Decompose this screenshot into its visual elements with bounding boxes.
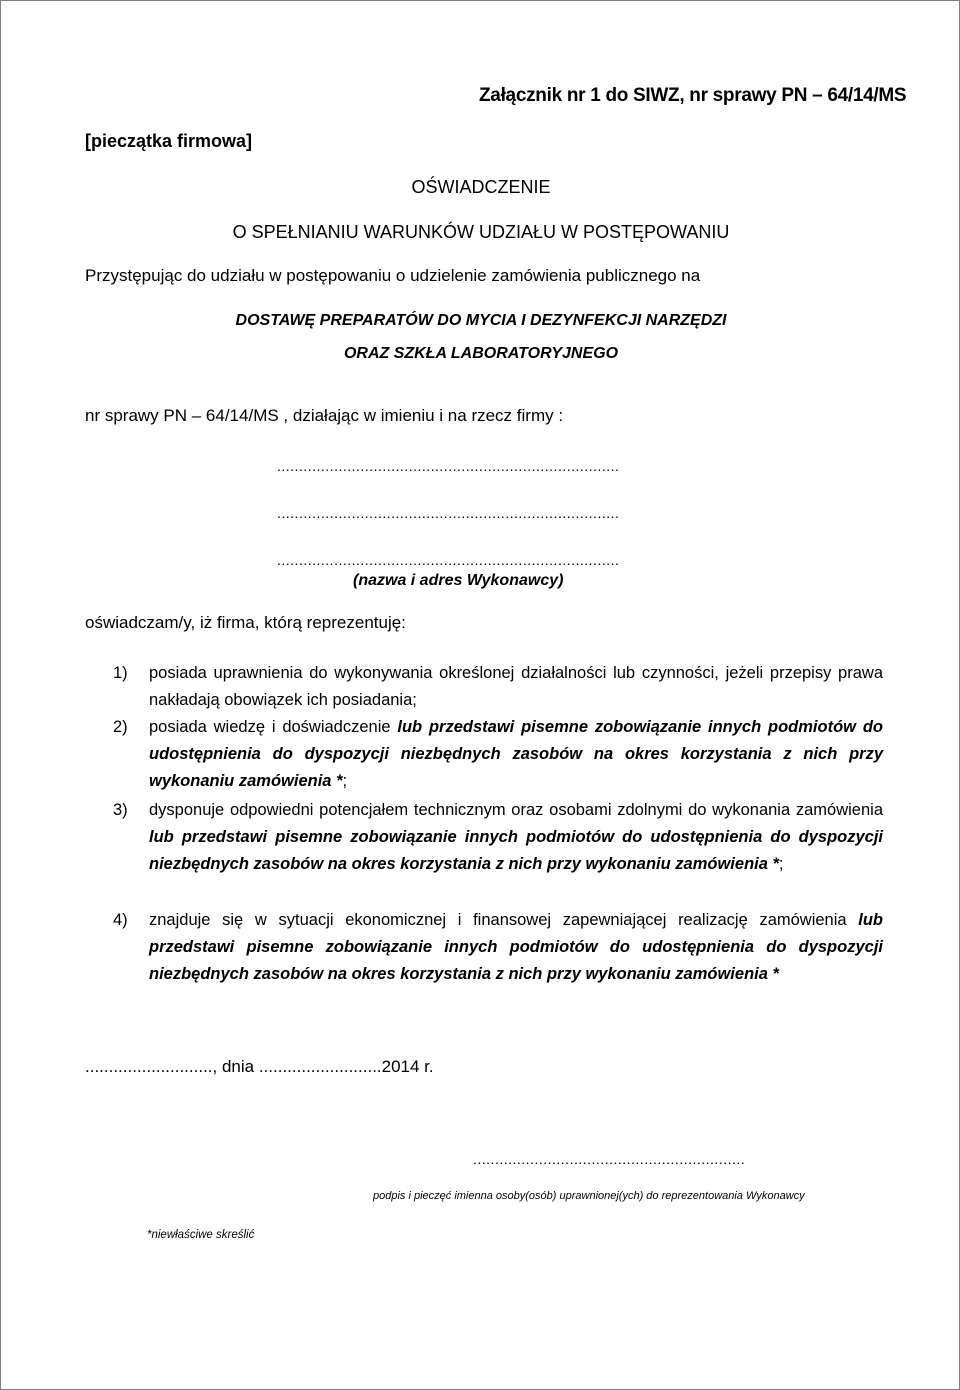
item-text: znajduje się w sytuacji ekonomicznej i finansowej zapewniającej realizację zamówienia	[149, 911, 859, 929]
item-number: 1)	[113, 664, 128, 682]
contractor-fill-line[interactable]: ..............................................................................	[277, 458, 620, 474]
annex-header: Załącznik nr 1 do SIWZ, nr sprawy PN – 64/14/MS	[479, 85, 907, 106]
document-subtitle: O SPEŁNIANIU WARUNKÓW UDZIAŁU W POSTĘPOWANIU	[232, 222, 730, 242]
item-text: posiada wiedzę i doświadczenie	[149, 718, 398, 736]
item-number: 3)	[113, 801, 128, 819]
document-title: OŚWIADCZENIE	[411, 177, 551, 197]
condition-item	[113, 714, 883, 795]
item-text: dysponuje odpowiedni potencjałem technicznym oraz osobami zdolnymi do wykonania zamówienia	[149, 801, 883, 819]
contractor-fill-line[interactable]: ..............................................................................	[277, 505, 620, 521]
item-bold-text: lub przedstawi pisemne zobowiązanie innych podmiotów do udostępnienia do dyspozycji niezbędnych zasobów na okres korzystania z nich przy wykonaniu zamówienia *	[149, 718, 883, 790]
condition-item	[113, 907, 883, 988]
condition-item	[113, 797, 883, 878]
signature-caption: podpis i pieczęć imienna osoby(osób) uprawnionej(ych) do reprezentowania Wykonawcy	[373, 1190, 805, 1202]
item-bold-text: lub przedstawi pisemne zobowiązanie innych podmiotów do udostępnienia do dyspozycji niezbędnych zasobów na okres korzystania z nich przy wykonaniu zamówienia *	[149, 828, 883, 873]
footnote: *niewłaściwe skreślić	[147, 1229, 255, 1241]
subject-line-2: ORAZ SZKŁA LABORATORYJNEGO	[343, 345, 619, 362]
place-date-line[interactable]: ..........................., dnia ..........................2014 r.	[85, 1057, 434, 1076]
item-number: 2)	[113, 718, 128, 736]
item-number: 4)	[113, 911, 128, 929]
item-bold-text: lub przedstawi pisemne zobowiązanie innych podmiotów do udostępnienia do dyspozycji niezbędnych zasobów na okres korzystania z nich przy wykonaniu zamówienia *	[149, 911, 883, 983]
item-tail: ;	[778, 855, 784, 873]
subject-line-1: DOSTAWĘ PREPARATÓW DO MYCIA I DEZYNFEKCJI NARZĘDZI	[235, 312, 727, 329]
company-stamp-placeholder: [pieczątka firmowa]	[85, 131, 253, 151]
contractor-fill-line[interactable]: ..............................................................................	[277, 552, 620, 568]
intro-text: Przystępując do udziału w postępowaniu o udzielenie zamówienia publicznego na	[85, 266, 701, 285]
signature-line[interactable]: ..............................................................	[473, 1151, 746, 1167]
declaration-text: oświadczam/y, iż firma, którą reprezentuję:	[85, 613, 406, 632]
item-tail: ;	[342, 772, 348, 790]
item-text: posiada uprawnienia do wykonywania określonej działalności lub czynności, jeżeli przepisy prawa nakładają obowiązek ich posiadania;	[149, 664, 883, 709]
contractor-caption: (nazwa i adres Wykonawcy)	[353, 572, 564, 589]
case-number-line: nr sprawy PN – 64/14/MS , działając w imieniu i na rzecz firmy :	[85, 406, 564, 425]
condition-item	[113, 660, 883, 714]
